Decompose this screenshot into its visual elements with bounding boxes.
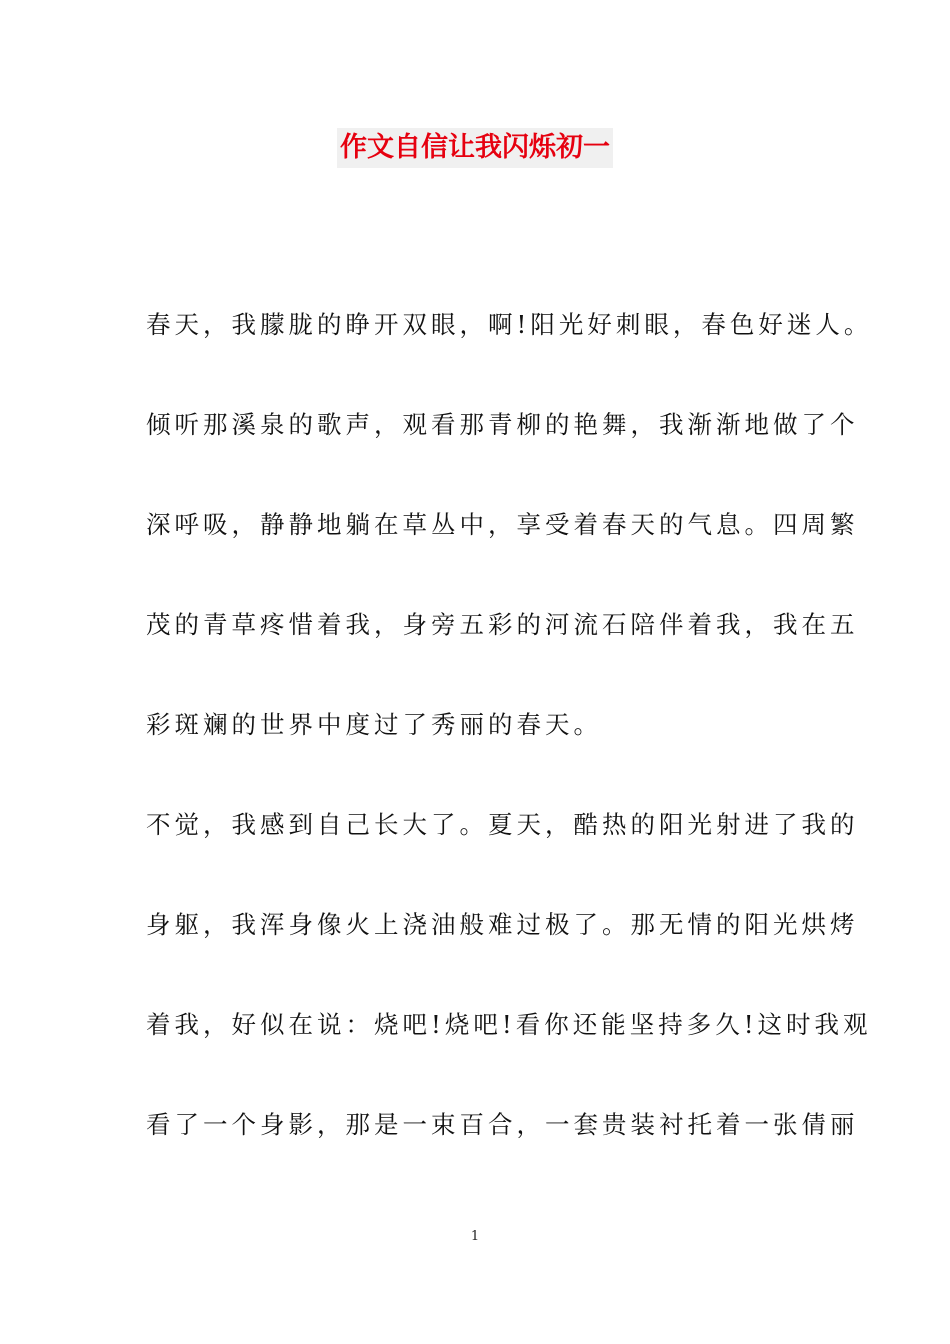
page-number: 1 (470, 1229, 480, 1244)
document-body (146, 300, 873, 1200)
body-line: 春天，我朦胧的睁开双眼，啊!阳光好刺眼，春色好迷人。 (146, 310, 873, 339)
body-line: 倾听那溪泉的歌声，观看那青柳的艳舞，我渐渐地做了个 (146, 410, 859, 439)
document-title: 作文自信让我闪烁初一 (337, 128, 613, 168)
body-line: 茂的青草疼惜着我，身旁五彩的河流石陪伴着我，我在五 (146, 610, 859, 639)
body-line: 深呼吸，静静地躺在草丛中，享受着春天的气息。四周繁 (146, 510, 859, 539)
body-line: 身躯，我浑身像火上浇油般难过极了。那无情的阳光烘烤 (146, 910, 859, 939)
body-line: 不觉，我感到自己长大了。夏天，酷热的阳光射进了我的 (146, 810, 859, 839)
body-line: 看了一个身影，那是一束百合，一套贵装衬托着一张倩丽 (146, 1110, 859, 1139)
title-container (0, 128, 950, 168)
body-line: 着我，好似在说：烧吧!烧吧!看你还能坚持多久!这时我观 (146, 1010, 872, 1039)
body-line: 彩斑斓的世界中度过了秀丽的春天。 (146, 710, 602, 739)
